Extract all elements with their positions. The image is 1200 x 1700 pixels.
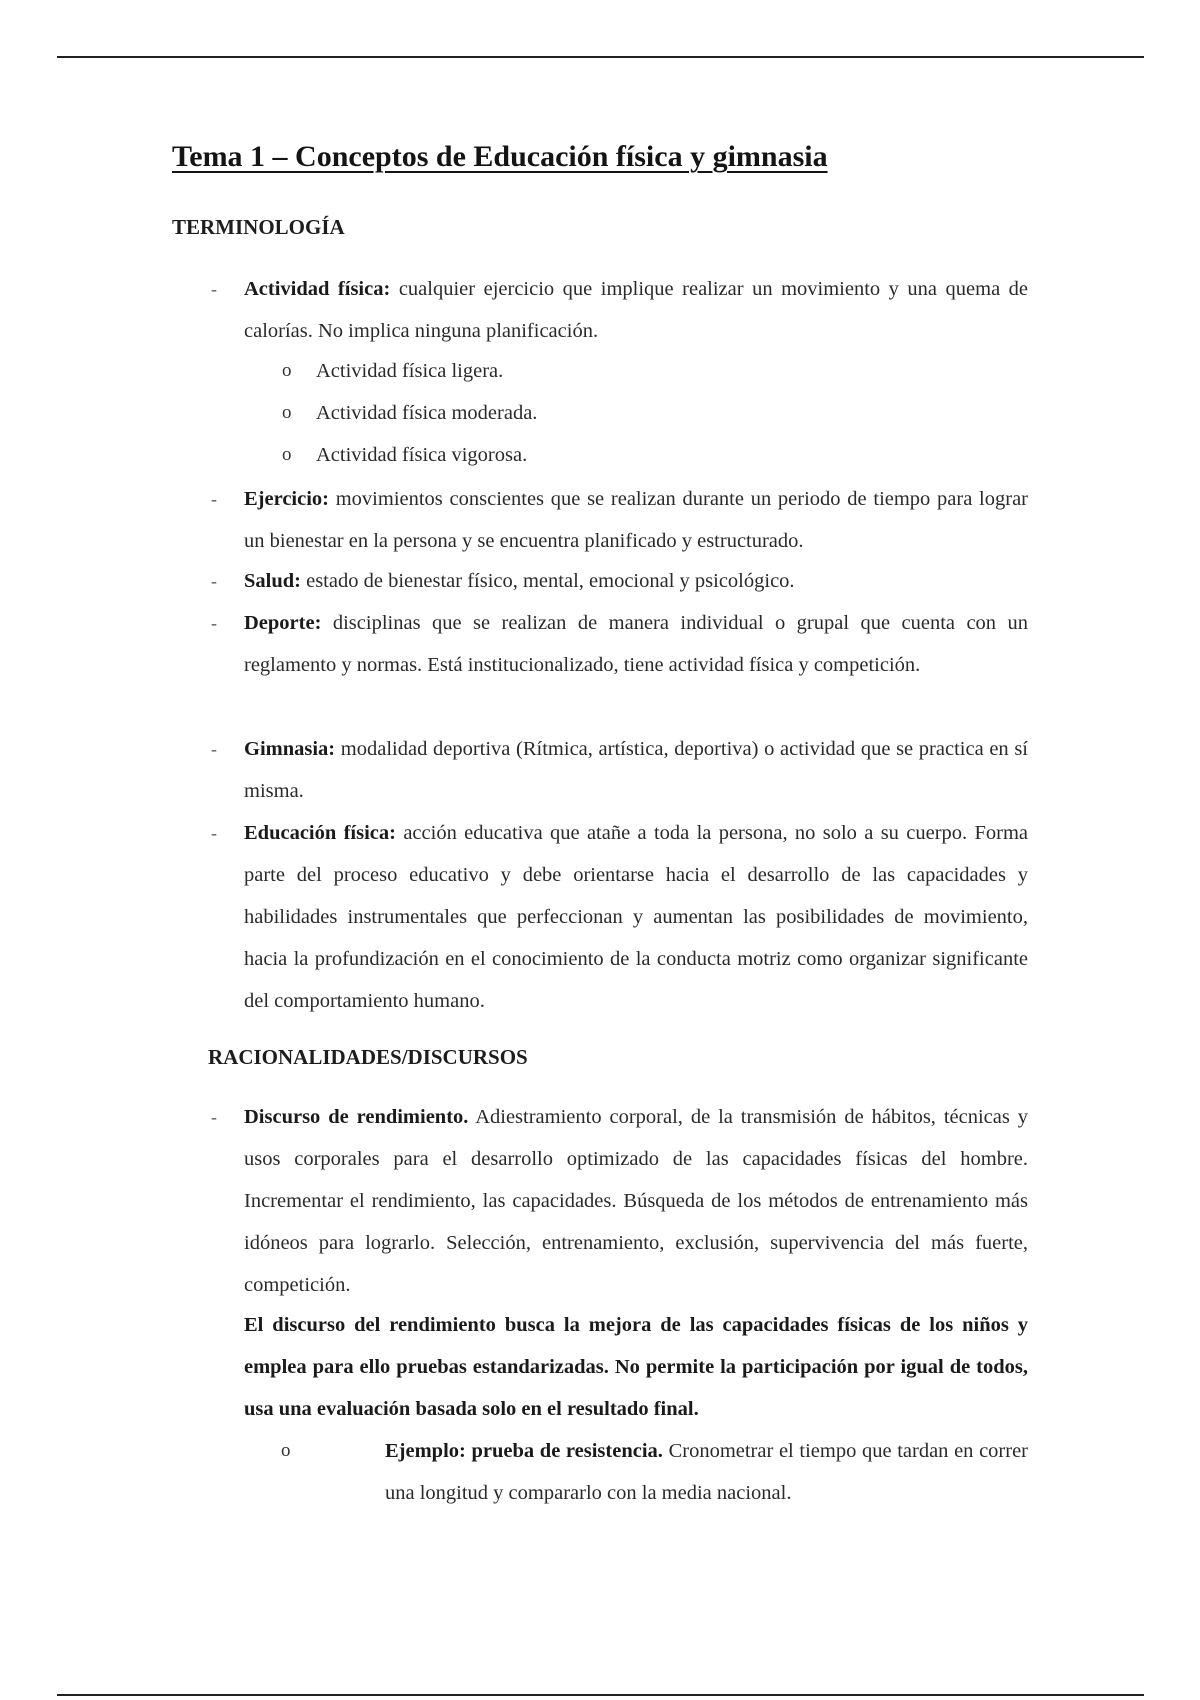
- footer-rule: [57, 1694, 1144, 1696]
- section-heading-racionalidades: RACIONALIDADES/DISCURSOS: [208, 1045, 528, 1069]
- dash-bullet: -: [211, 739, 217, 759]
- term-entry-actividad-fisica: [211, 268, 1029, 352]
- circle-bullet: o: [282, 360, 292, 381]
- term-definition: disciplinas que se realizan de manera individual o grupal que cuenta con un reglamento y normas. Está institucionalizado, tiene actividad física y competición.: [244, 612, 1029, 676]
- example-label: Ejemplo: prueba de resistencia.: [385, 1440, 663, 1462]
- term-label: Actividad física:: [244, 278, 391, 300]
- dash-bullet: -: [211, 1107, 217, 1127]
- term-entry-ejercicio: [211, 478, 1028, 562]
- subitem-text: Actividad física moderada.: [316, 402, 538, 424]
- term-definition: modalidad deportiva (Rítmica, artística, deportiva) o actividad que se practica en sí misma.: [244, 738, 1028, 802]
- term-entry-gimnasia: [211, 728, 1028, 812]
- dash-bullet: -: [211, 823, 217, 843]
- subitem-text: Actividad física vigorosa.: [316, 444, 528, 466]
- subitem-text: Actividad física ligera.: [316, 360, 504, 382]
- term-label: Salud:: [244, 570, 301, 592]
- dash-bullet: -: [211, 571, 217, 591]
- subitem-actividad-vigorosa: [282, 434, 528, 476]
- term-entry-deporte: [211, 602, 1029, 686]
- subitem-actividad-moderada: [282, 392, 538, 434]
- term-definition: estado de bienestar físico, mental, emocional y psicológico.: [306, 570, 795, 592]
- discourse-label: Discurso de rendimiento.: [244, 1106, 469, 1128]
- dash-bullet: -: [211, 613, 217, 633]
- dash-bullet: -: [211, 279, 217, 299]
- term-definition: movimientos conscientes que se realizan durante un periodo de tiempo para lograr un bienestar en la persona y se encuentra planificado y estructurado.: [244, 488, 1028, 552]
- dash-bullet: -: [211, 489, 217, 509]
- discourse-entry-rendimiento: [211, 1096, 1028, 1306]
- circle-bullet: o: [282, 402, 292, 423]
- term-label: Gimnasia:: [244, 738, 336, 760]
- discourse-emphasis-paragraph: El discurso del rendimiento busca la mejora de las capacidades físicas de los niños y emplea para ello pruebas estandarizadas. No permite la participación por igual de todos, usa una evaluación basada solo en el resultado final.: [244, 1314, 1028, 1420]
- subitem-actividad-ligera: [282, 350, 504, 392]
- header-rule: [57, 56, 1144, 58]
- term-entry-salud: [211, 560, 1028, 602]
- term-definition: cualquier ejercicio que implique realizar un movimiento y una quema de calorías. No implica ninguna planificación.: [244, 278, 1029, 342]
- term-entry-educacion-fisica: [211, 812, 1029, 1022]
- example-text: Cronometrar el tiempo que tardan en correr una longitud y compararlo con la media nacional.: [385, 1440, 1028, 1504]
- term-label: Deporte:: [244, 612, 322, 634]
- term-label: Educación física:: [244, 822, 396, 844]
- term-label: Ejercicio:: [244, 488, 329, 510]
- term-definition: acción educativa que atañe a toda la persona, no solo a su cuerpo. Forma parte del proceso educativo y debe orientarse hacia el desarrollo de las capacidades y habilidades instrumentales que perfeccionan y aumentan las posibilidades de movimiento, hacia la profundización en el conocimiento de la conducta motriz como organizar significante del comportamiento humano.: [244, 822, 1029, 1012]
- section-heading-terminologia: TERMINOLOGÍA: [172, 215, 345, 239]
- document-title: Tema 1 – Conceptos de Educación física y gimnasia: [172, 140, 828, 173]
- discourse-definition: Adiestramiento corporal, de la transmisión de hábitos, técnicas y usos corporales para el desarrollo optimizado de las capacidades físicas del hombre. Incrementar el rendimiento, las capacidades. Búsqueda de los métodos de entrenamiento más idóneos para lograrlo. Selección, entrenamiento, exclusión, supervivencia del más fuerte, competición.: [244, 1106, 1028, 1296]
- circle-bullet: o: [281, 1440, 291, 1461]
- circle-bullet: o: [282, 444, 292, 465]
- example-entry: [281, 1430, 1028, 1514]
